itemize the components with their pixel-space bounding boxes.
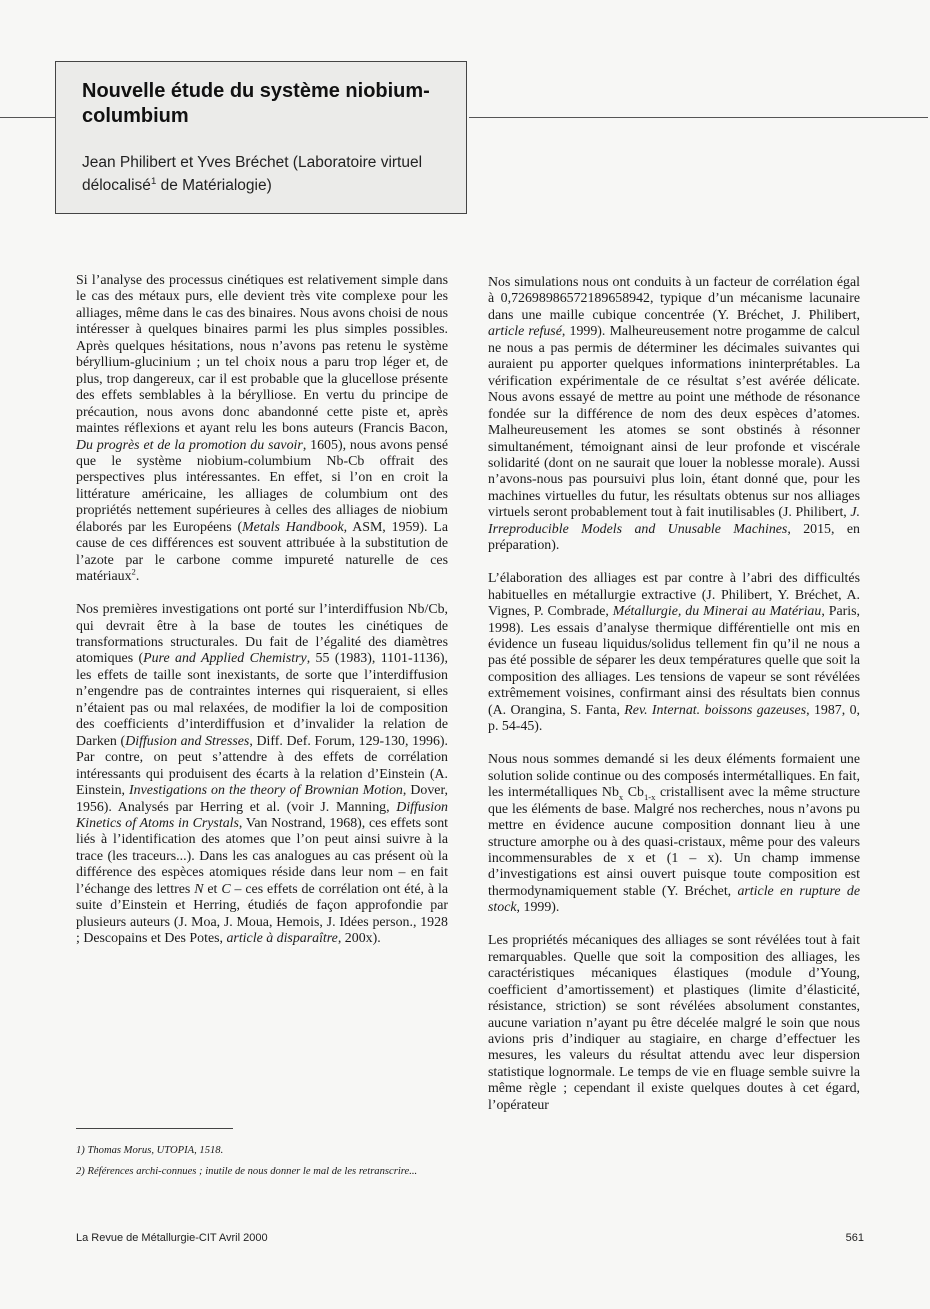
text-run: , 2015, en préparation). [488,521,860,554]
citation-title: J. Irreproducible Models and Unusable Machines [488,505,860,537]
page-number: 561 [845,1232,864,1244]
citation-title: Pure and Applied Chemistry [143,651,307,667]
text-run: cristallisent avec la même structure que les éléments de base. Malgré nos recherches, nous n’avons pu mettre en évidence aucune composition donnant lieu à une structure amorphe ou à des quasi-cristaux, même pour des valeurs incommensurables de x et (1 – x). Un champ immense d’investigations est ainsi ouvert puisque toute composition est thermodynamiquement stable (Y. Bréchet, [488,785,861,899]
text-run: , 1605), nous avons pensé que le système niobium-columbium Nb-Cb offrait des perspectives plus intéressantes. En effet, si l’on en croit la littérature américaine, les alliages de columbium ont des propriétés nettement supérieures à celles des alliages de niobium élaborés par les Européens ( [76,437,448,535]
text-run: , Diff. Def. Forum, 129-130, 1996). Par contre, on peut s’attendre à des effets de corrélation intéressants qui produisent des écarts à la relation d’Einstein (A. Einstein, [76,733,448,799]
footnote-rule [76,1128,233,1129]
footnote-2: 2) Références archi-connues ; inutile de nous donner le mal de les retranscrire... [76,1166,418,1177]
citation-title: Investigations on the theory of Brownian Motion [129,783,403,799]
text-run: et [203,881,222,897]
right-paragraph-3 [488,752,860,917]
authors-text: Jean Philibert et Yves Bréchet (Laboratoire virtuel délocalisé [82,154,423,194]
text-run: . [135,569,140,585]
text-run: – ces effets de corrélation ont été, à la suite d’Einstein et Herring, étudiés de façon approfondie par plusieurs auteurs (J. Moa, J. Moua, Hemois, J. Idées person., 1928 ; Descopains et Des Potes, [76,881,448,947]
text-run: , 1999). [516,900,560,916]
text-run: , Dover, 1956). Analysés par Herring et al. (voir J. Manning, [76,783,448,815]
text-run: , 200x). [337,931,381,947]
title-box [55,61,467,214]
citation-title: Diffusion and Stresses [125,733,250,749]
subscript: 1-x [643,791,656,802]
citation-title: article à disparaître [226,931,338,947]
authors-footnote-marker: 1 [150,175,157,187]
text-run: Nous nous sommes demandé si les deux éléments formaient une solution solide continue ou des composés intermétalliques. En fait, les intermétalliques Nb [488,752,860,801]
citation-title: article en rupture de stock [488,883,860,916]
footnote-marker: 2 [131,566,136,577]
text-run: , ASM, 1959). La cause de ces différences est souvent attribuée à la substitution de l’azote par le carbone comme impureté naturelle de ces matériaux [76,519,449,585]
citation-title: Métallurgie, du Minerai au Matériau [612,604,822,620]
left-paragraph-2 [76,602,448,948]
text-run: , 55 (1983), 1101-1136), les effets de taille sont inexistants, de sorte que l’interdiffusion n’engendre pas de contraintes internes qui risqueraient, si elles n’étaient pas ou mal relaxées, de modifier la loi de composition des coefficients d’interdiffusion et d’invalider la relation de Darken ( [76,651,448,749]
citation-title: Diffusion Kinetics of Atoms in Crystals [76,799,448,831]
text-run: , Van Nostrand, 1968), ces effets sont liés à l’identification des atomes que l’on peut ainsi suivre à la trace (les traceurs...). Dans les cas analogues au cas présent où la différence des espèces atomiques réside dans leur nom – en fait l’échange des lettres [76,816,448,897]
letter-n: N [194,881,204,897]
text-run: , Paris, 1998). Les essais d’analyse thermique différentielle ont mis en évidence un fuseau liquidus/solidus tellement fin qu’il ne nous a pas été possible de séparer les deux températures quelle que soit la composition des alliages. Les tensions de vapeur se sont révélées extrêmement voisines, confirmant ainsi des résultats bien connus (A. Orangina, S. Fanta, [488,604,860,718]
citation-title: Metals Handbook [242,519,344,535]
right-paragraph-2 [488,571,860,736]
right-column [488,275,860,1131]
right-paragraph-4: Les propriétés mécaniques des alliages se sont révélées tout à fait remarquables. Quelle que soit la composition des alliages, les caractéristiques mécaniques élastiques (module d’Young, coefficient d’amortissement) et plastiques (limite d’élasticité, résistance, striction) se sont révélées absolument constantes, aucune variation n’ayant pu être décelée malgré le soin que nous avions pris d’indiquer au stagiaire, en charge d’effectuer les mesures, les valeurs du résultat attendu avec leur dispersion statistique lognormale. Le temps de vie en fluage semble suivre la même règle ; cependant il existe quelques doutes à cet égard, l’opérateur [488,933,860,1113]
citation-title: Rev. Internat. boissons gazeuses [624,702,807,718]
header-rule-right [469,117,928,118]
footer-journal: La Revue de Métallurgie-CIT Avril 2000 [76,1232,268,1244]
letter-c: C [221,881,231,897]
text-run: L’élaboration des alliages est par contre à l’abri des difficultés habituelles en métallurgie extractive (J. Philibert, Y. Bréchet, A. Vignes, P. Combrade, [488,571,860,620]
text-run: , 1987, 0, p. 54-45). [488,702,861,735]
left-column [76,273,448,964]
citation-title: article refusé [488,324,562,340]
article-title: Nouvelle étude du système niobium-columbium [82,80,430,127]
authors-text-end: de Matérialogie) [156,177,272,194]
text-run: Nos simulations nous ont conduits à un facteur de corrélation égal à 0,72698986572189658942, typique d’un mécanisme lacunaire dans une maille cubique concentrée (Y. Bréchet, J. Philibert, [488,275,860,323]
text-run: Si l’analyse des processus cinétiques est relativement simple dans le cas des métaux purs, elle devient très vite complexe pour les alliages, même dans le cas des binaires. Nous avons choisi de nous intéresser à quelques binaires parmi les plus simples possibles. Après quelques hésitations, nous n’avons pas retenu le système béryllium-glucinium ; un tel choix nous a paru trop léger et, de plus, trop dangereux, car il est probable que la glucellose présente des effets semblables à la bérylliose. En vertu du principe de précaution, nous avons donc abandonné cette piste et, après maintes réflexions et ayant relu les bons auteurs (Francis Bacon, [76,273,448,437]
right-paragraph-1 [488,275,860,555]
authors-line [82,151,452,197]
footnotes [76,1143,448,1185]
subscript: x [618,791,624,802]
text-run: , 1999). Malheureusement notre progamme de calcul ne nous a pas permis de déterminer les décimales suivantes qui auraient pu apporter quelques informations ininterprétables. La vérification expérimentale de ce résultat s’est avérée délicate. Nous avons essayé de mettre au point une méthode de résonance fondée sur la différence de nom des deux espèces d’atomes. Malheureusement les atomes se sont obstinés à résonner simultanément, témoignant ainsi de leur profonde et viscérale solidarité (dont on ne saurait que louer la noblesse morale). Aussi n’avons-nous pas poursuivi plus loin, étant donné que, pour les machines virtuelles du futur, les résultats obtenus sur nos alliages virtuels seront probablement tout à fait inutilisables (J. Philibert, [488,324,860,521]
header-rule-left [0,117,55,118]
footnote-1: 1) Thomas Morus, UTOPIA, 1518. [76,1145,224,1156]
citation-title: Du progrès et de la promotion du savoir [76,437,303,453]
left-paragraph-1 [76,273,448,586]
text-run: Cb [623,785,644,801]
text-run: Nos premières investigations ont porté sur l’interdiffusion Nb/Cb, qui devrait être à la base de toutes les cinétiques de transformations structurales. Du fait de l’égalité des diamètres atomiques ( [76,602,448,667]
